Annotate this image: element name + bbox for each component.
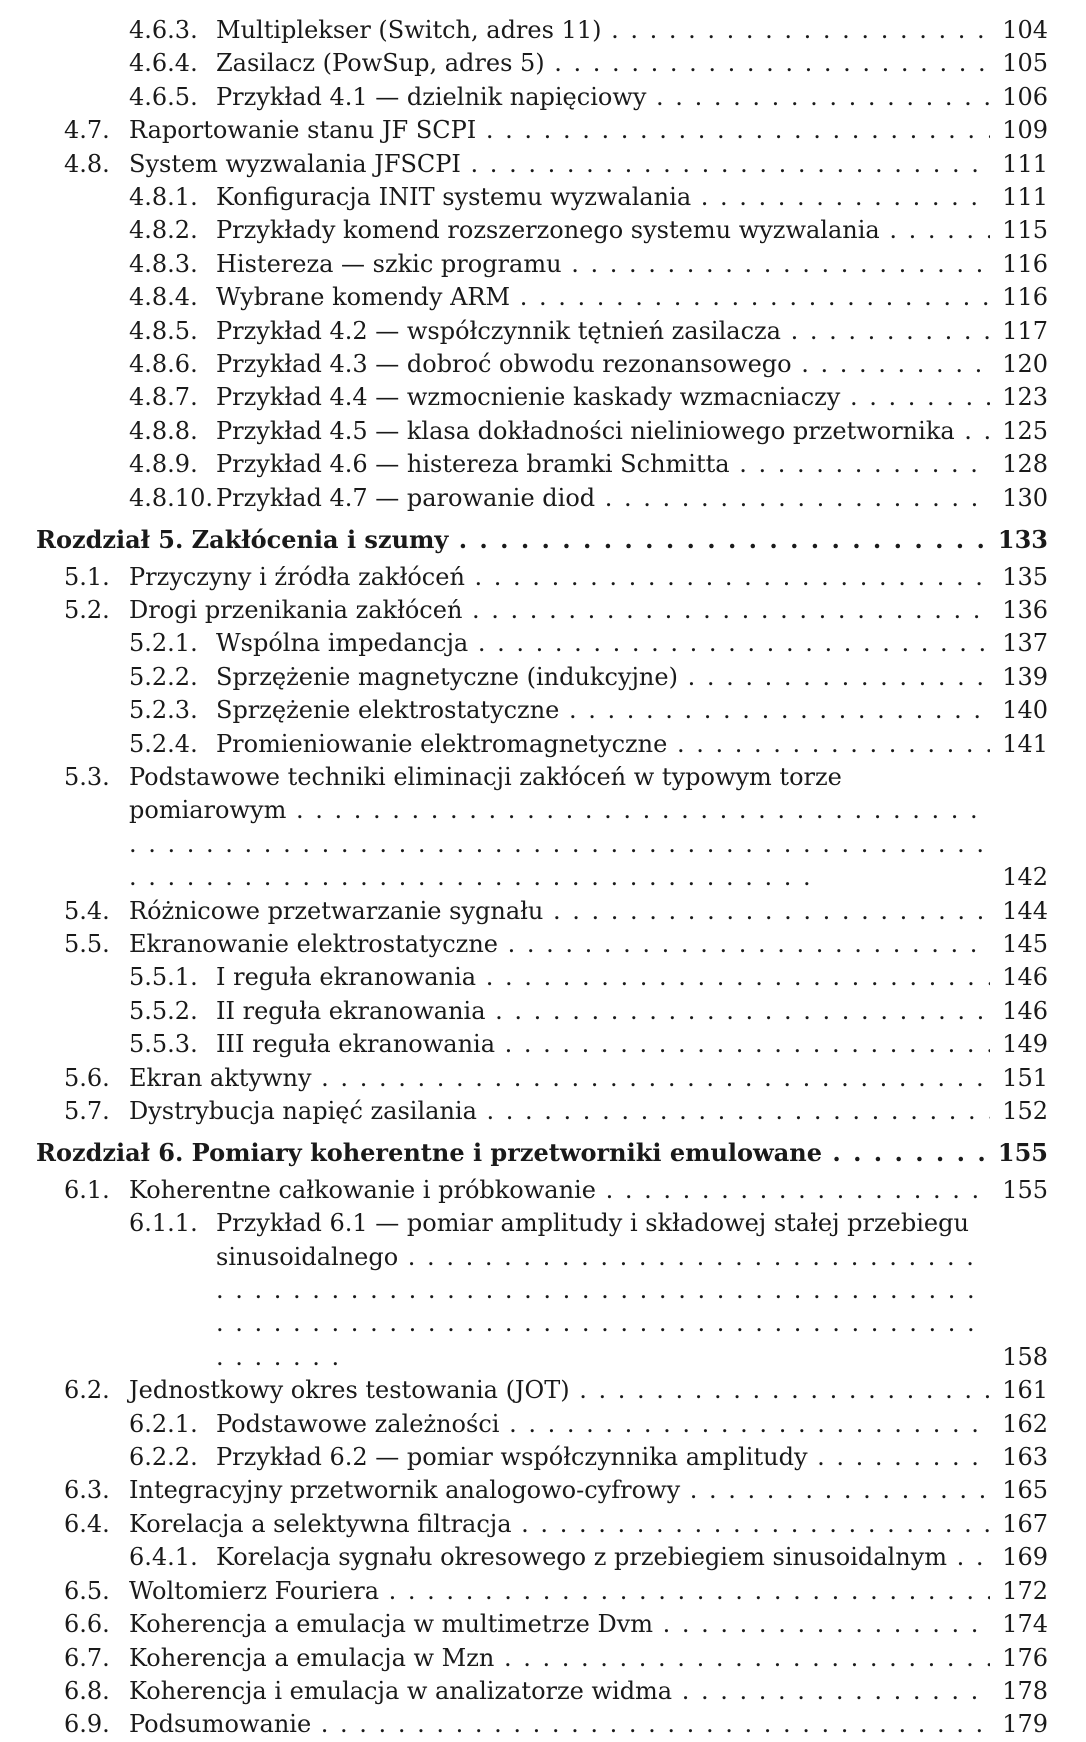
toc-entry-text: [36, 114, 1048, 147]
toc-entry-title: Promieniowanie elektromagnetyczne . . .: [216, 730, 1048, 758]
toc-entry[interactable]: [36, 928, 1048, 961]
toc-entry-page-number: 104: [990, 14, 1048, 47]
toc-entry-text: [36, 561, 1048, 594]
toc-entry-title: Rozdział 5. Zakłócenia i szumy . . .: [36, 525, 1048, 554]
toc-entry-number: 4.8.10.: [129, 483, 213, 512]
toc-entry-page-number: 155: [990, 1174, 1048, 1207]
toc-entry[interactable]: [36, 47, 1048, 80]
toc-entry-page-number: 125: [990, 415, 1048, 448]
toc-entry-number: 6.1.: [64, 1175, 110, 1204]
toc-entry-number: 6.5.: [64, 1576, 110, 1605]
toc-entry-text: [36, 523, 1048, 556]
toc-entry-number: 5.2.: [64, 595, 110, 624]
toc-entry-number: 6.6.: [64, 1610, 110, 1639]
toc-entry-page-number: 144: [990, 895, 1048, 928]
toc-entry-number: 5.4.: [64, 896, 110, 925]
toc-entry-title: Przykład 4.6 — histereza bramki Schmitta . . .: [216, 450, 1048, 478]
toc-entry-text: [36, 1708, 1048, 1741]
toc-entry-title: Sprzężenie elektrostatyczne . . .: [216, 696, 1048, 724]
toc-entry[interactable]: [36, 415, 1048, 448]
toc-entry-title-continuation: pomiarowym . . .: [129, 796, 986, 891]
toc-entry[interactable]: [36, 1408, 1048, 1441]
toc-entry-page-number: 111: [990, 181, 1048, 214]
toc-entry-title: II reguła ekranowania . . .: [216, 997, 1048, 1025]
toc-entry[interactable]: [36, 1474, 1048, 1507]
toc-entry-page-number: 151: [990, 1062, 1048, 1095]
toc-entry-page-number: 116: [990, 248, 1048, 281]
toc-entry-title: Przykład 4.4 — wzmocnienie kaskady wzmacniaczy . . .: [216, 383, 1048, 411]
toc-entry-number: 4.8.3.: [129, 249, 198, 278]
toc-entry-title: Raportowanie stanu JF SCPI . . .: [129, 116, 1048, 144]
toc-entry-title: Różnicowe przetwarzanie sygnału . . .: [129, 897, 1048, 925]
toc-entry-number: 6.4.: [64, 1509, 110, 1538]
toc-entry-text: [36, 1675, 1048, 1708]
toc-entry-page-number: 152: [990, 1095, 1048, 1128]
toc-entry-page-number: 155: [986, 1136, 1048, 1169]
toc-entry[interactable]: [36, 1136, 1048, 1169]
toc-entry-page-number: 167: [990, 1508, 1048, 1541]
toc-entry-text: [36, 761, 1048, 895]
toc-entry-number: 4.8.5.: [129, 316, 198, 345]
toc-entry-number: 4.8.1.: [129, 183, 198, 212]
toc-entry-page-number: 163: [990, 1441, 1048, 1474]
toc-entry-page-number: 178: [990, 1675, 1048, 1708]
toc-entry[interactable]: [36, 1541, 1048, 1574]
toc-entry[interactable]: [36, 1708, 1048, 1741]
toc-entry-title: Histereza — szkic programu . . .: [216, 250, 1048, 278]
toc-entry-title: Multiplekser (Switch, adres 11) . . .: [216, 16, 1048, 44]
toc-entry-number: 6.2.: [64, 1376, 110, 1405]
toc-entry-number: 6.3.: [64, 1476, 110, 1505]
toc-entry-title: System wyzwalania JFSCPI . . .: [129, 150, 1048, 178]
toc-entry-text: [36, 1095, 1048, 1128]
toc-entry-page-number: 176: [990, 1642, 1048, 1675]
toc-entry[interactable]: [36, 1608, 1048, 1641]
toc-entry-page-number: 146: [990, 995, 1048, 1028]
toc-entry-title: Podstawowe zależności . . .: [216, 1410, 1048, 1438]
toc-entry-number: 5.2.2.: [129, 662, 198, 691]
toc-entry-title: Korelacja sygnału okresowego z przebiegiem sinusoidalnym . . .: [216, 1543, 1048, 1571]
toc-entry[interactable]: [36, 1095, 1048, 1128]
toc-entry[interactable]: [36, 148, 1048, 181]
toc-entry[interactable]: [36, 315, 1048, 348]
toc-entry-text: [36, 148, 1048, 181]
toc-entry-title: Wspólna impedancja . . .: [216, 629, 1048, 657]
toc-entry-title: Podstawowe techniki eliminacji zakłóceń w typowym torze: [129, 762, 842, 791]
toc-entry-number: 6.2.2.: [129, 1443, 198, 1472]
toc-entry-page-number: 161: [990, 1374, 1048, 1407]
toc-entry-page-number: 135: [990, 561, 1048, 594]
toc-entry-page-number: 115: [990, 214, 1048, 247]
toc-entry[interactable]: [36, 81, 1048, 114]
toc-entry-page-number: 130: [990, 482, 1048, 515]
toc-entry[interactable]: [36, 248, 1048, 281]
toc-entry-page-number: 158: [990, 1341, 1048, 1374]
toc-entry-number: 4.8.2.: [129, 216, 198, 245]
toc-entry[interactable]: [36, 381, 1048, 414]
toc-entry[interactable]: [36, 348, 1048, 381]
toc-entry-page-number: 142: [990, 861, 1048, 894]
toc-entry-number: 4.8.8.: [129, 416, 198, 445]
toc-entry-page-number: 149: [990, 1028, 1048, 1061]
toc-entry-title: Jednostkowy okres testowania (JOT) . . .: [129, 1376, 1048, 1404]
toc-entry-number: 5.2.1.: [129, 629, 198, 658]
toc-entry[interactable]: [36, 1174, 1048, 1207]
toc-entry-page-number: 111: [990, 148, 1048, 181]
toc-entry-title: Dystrybucja napięć zasilania . . .: [129, 1097, 1048, 1125]
toc-entry-page-number: 162: [990, 1408, 1048, 1441]
toc-entry-page-number: 123: [990, 381, 1048, 414]
toc-entry-page-number: 174: [990, 1608, 1048, 1641]
toc-entry-title: Ekran aktywny . . .: [129, 1064, 1048, 1092]
toc-entry[interactable]: [36, 995, 1048, 1028]
toc-entry-page-number: 139: [990, 661, 1048, 694]
toc-entry-title: Ekranowanie elektrostatyczne . . .: [129, 930, 1048, 958]
toc-entry-number: 6.7.: [64, 1643, 110, 1672]
toc-entry-number: 5.5.2.: [129, 996, 198, 1025]
toc-entry-title: Przyczyny i źródła zakłóceń . . .: [129, 563, 1048, 591]
toc-entry-number: 6.8.: [64, 1676, 110, 1705]
toc-entry-text: [36, 594, 1048, 627]
table-of-contents: [36, 14, 1048, 1742]
toc-entry-title: Rozdział 6. Pomiary koherentne i przetworniki emulowane . . .: [36, 1138, 1048, 1167]
toc-entry-page-number: 165: [990, 1474, 1048, 1507]
toc-entry-title: Woltomierz Fouriera . . .: [129, 1577, 1048, 1605]
toc-entry-text: [36, 895, 1048, 928]
toc-entry-title-continuation: sinusoidalnego . . .: [216, 1243, 977, 1371]
toc-entry-number: 4.8.4.: [129, 283, 198, 312]
toc-entry-number: 5.5.: [64, 929, 110, 958]
toc-entry[interactable]: [36, 1062, 1048, 1095]
toc-entry-number: 5.2.4.: [129, 729, 198, 758]
toc-entry-title: Przykład 4.5 — klasa dokładności nieliniowego przetwornika . . .: [216, 417, 1048, 445]
toc-entry-number: 6.4.1.: [129, 1543, 198, 1572]
toc-entry-title: Korelacja a selektywna filtracja . . .: [129, 1510, 1048, 1538]
toc-entry[interactable]: [36, 694, 1048, 727]
toc-entry-page-number: 117: [990, 315, 1048, 348]
toc-entry-number: 5.1.: [64, 562, 110, 591]
toc-entry-title: Integracyjny przetwornik analogowo-cyfrowy . . .: [129, 1476, 1048, 1504]
toc-entry-title: Koherencja a emulacja w multimetrze Dvm . . .: [129, 1610, 1048, 1638]
toc-entry[interactable]: [36, 214, 1048, 247]
toc-entry-title: I reguła ekranowania . . .: [216, 963, 1048, 991]
toc-entry-page-number: 141: [990, 728, 1048, 761]
toc-entry-page-number: 136: [990, 594, 1048, 627]
toc-entry-title: Koherentne całkowanie i próbkowanie . . .: [129, 1176, 1048, 1204]
toc-entry-page-number: 146: [990, 961, 1048, 994]
toc-entry-page-number: 128: [990, 448, 1048, 481]
toc-entry-page-number: 169: [990, 1541, 1048, 1574]
toc-entry-text: [36, 1508, 1048, 1541]
toc-entry-page-number: 105: [990, 47, 1048, 80]
toc-entry[interactable]: [36, 281, 1048, 314]
toc-entry[interactable]: [36, 523, 1048, 556]
toc-entry-title: Przykład 6.2 — pomiar współczynnika amplitudy . . .: [216, 1443, 1048, 1471]
toc-entry-number: 5.5.3.: [129, 1030, 198, 1059]
toc-entry-number: 6.9.: [64, 1710, 110, 1739]
toc-entry-title: Przykład 6.1 — pomiar amplitudy i składowej stałej przebiegu: [216, 1209, 969, 1238]
toc-entry[interactable]: [36, 14, 1048, 47]
toc-entry[interactable]: [36, 1207, 1048, 1374]
toc-entry-title: Przykład 4.7 — parowanie diod . . .: [216, 484, 1048, 512]
toc-entry-page-number: 120: [990, 348, 1048, 381]
toc-entry-number: 4.6.5.: [129, 82, 198, 111]
toc-entry-number: 4.7.: [64, 116, 110, 145]
toc-entry[interactable]: [36, 482, 1048, 515]
toc-entry[interactable]: [36, 181, 1048, 214]
toc-entry-page-number: 116: [990, 281, 1048, 314]
toc-entry-number: 5.6.: [64, 1063, 110, 1092]
toc-entry[interactable]: [36, 594, 1048, 627]
toc-entry-number: 4.8.6.: [129, 350, 198, 379]
toc-entry-title: III reguła ekranowania . . .: [216, 1030, 1048, 1058]
toc-entry[interactable]: [36, 961, 1048, 994]
toc-entry[interactable]: [36, 448, 1048, 481]
toc-entry-title: Koherencja i emulacja w analizatorze widma . . .: [129, 1677, 1048, 1705]
toc-entry-page-number: 140: [990, 694, 1048, 727]
toc-entry-page-number: 172: [990, 1575, 1048, 1608]
toc-entry-number: 4.8.9.: [129, 450, 198, 479]
toc-entry-number: 5.3.: [64, 762, 110, 791]
toc-entry-title: Drogi przenikania zakłóceń . . .: [129, 596, 1048, 624]
toc-entry-page-number: 109: [990, 114, 1048, 147]
toc-entry[interactable]: [36, 627, 1048, 660]
toc-entry[interactable]: [36, 1028, 1048, 1061]
toc-entry[interactable]: [36, 1575, 1048, 1608]
toc-entry-title: Przykłady komend rozszerzonego systemu wyzwalania . . .: [216, 216, 1048, 244]
toc-entry-text: [36, 1374, 1048, 1407]
toc-entry-page-number: 137: [990, 627, 1048, 660]
toc-entry-text: [36, 1608, 1048, 1641]
toc-entry[interactable]: [36, 661, 1048, 694]
toc-entry-text: [36, 1474, 1048, 1507]
toc-entry[interactable]: [36, 895, 1048, 928]
toc-entry-page-number: 133: [986, 523, 1048, 556]
toc-entry-title: Wybrane komendy ARM . . .: [216, 283, 1048, 311]
toc-entry-page-number: 179: [990, 1708, 1048, 1741]
toc-entry-text: [36, 1136, 1048, 1169]
toc-entry-number: 5.2.3.: [129, 696, 198, 725]
toc-entry-title: Przykład 4.3 — dobroć obwodu rezonansowego . . .: [216, 350, 1048, 378]
toc-entry[interactable]: [36, 761, 1048, 895]
toc-entry-page-number: 145: [990, 928, 1048, 961]
toc-entry[interactable]: [36, 1374, 1048, 1407]
toc-entry-text: [36, 928, 1048, 961]
toc-entry-page-number: 106: [990, 81, 1048, 114]
toc-entry-number: 6.1.1.: [129, 1209, 198, 1238]
toc-entry-number: 4.8.: [64, 149, 110, 178]
toc-entry-text: [36, 1642, 1048, 1675]
toc-entry[interactable]: [36, 1642, 1048, 1675]
toc-entry-title: Podsumowanie . . .: [129, 1710, 1048, 1738]
toc-entry-number: 5.7.: [64, 1097, 110, 1125]
toc-entry-number: 5.5.1.: [129, 963, 198, 992]
toc-entry-number: 4.6.4.: [129, 49, 198, 78]
toc-entry-text: [36, 1575, 1048, 1608]
toc-entry-title: Koherencja a emulacja w Mzn . . .: [129, 1644, 1048, 1672]
toc-entry-number: 4.8.7.: [129, 383, 198, 412]
toc-entry[interactable]: [36, 1675, 1048, 1708]
toc-entry-title: Konfiguracja INIT systemu wyzwalania . . .: [216, 183, 1048, 211]
toc-entry-number: 6.2.1.: [129, 1409, 198, 1438]
toc-entry[interactable]: [36, 1508, 1048, 1541]
toc-entry-text: [36, 1174, 1048, 1207]
toc-entry-title: Sprzężenie magnetyczne (indukcyjne) . . .: [216, 663, 1048, 691]
toc-entry-title: Przykład 4.2 — współczynnik tętnień zasilacza . . .: [216, 317, 1048, 345]
toc-entry-text: [36, 1062, 1048, 1095]
toc-entry[interactable]: [36, 114, 1048, 147]
toc-entry[interactable]: [36, 1441, 1048, 1474]
toc-entry-title: Przykład 4.1 — dzielnik napięciowy . . .: [216, 83, 1048, 111]
toc-entry-title: Zasilacz (PowSup, adres 5) . . .: [216, 49, 1048, 77]
toc-entry[interactable]: [36, 561, 1048, 594]
toc-entry[interactable]: [36, 728, 1048, 761]
toc-entry-number: 4.6.3.: [129, 16, 198, 44]
